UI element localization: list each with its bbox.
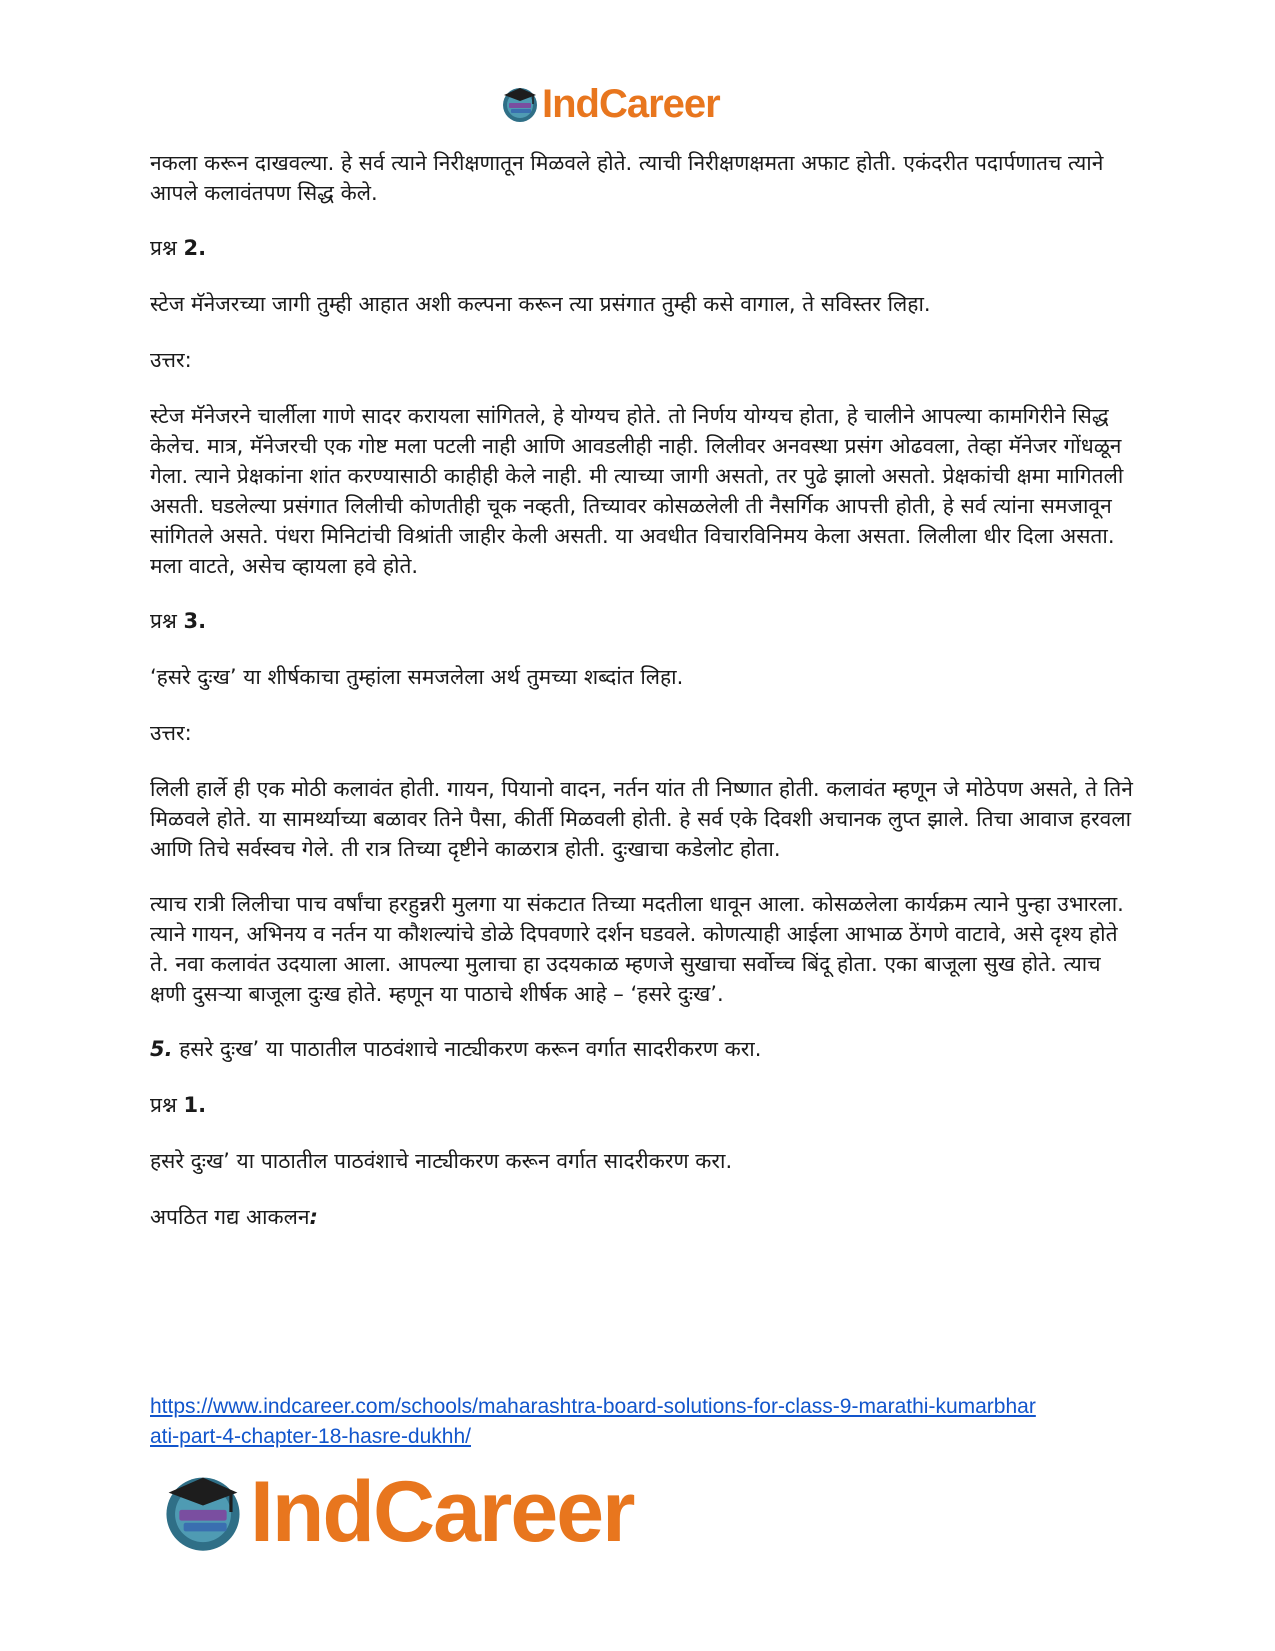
header-logo: [500, 78, 720, 130]
answer-label: उत्तर:: [150, 721, 192, 745]
answer-3-paragraph-1: लिली हार्ले ही एक मोठी कलावंत होती. गायन, पियानो वादन, नर्तन यांत ती निष्णात होती. कलावंत म्हणून जे मोठेपण असते, ते तिने मिळवले होते. या सामर्थ्याच्या बळावर तिने पैसा, कीर्ती मिळवली होती. हे सर्व एके दिवशी अचानक लुप्त झाले. तिचा आवाज हरवला आणि तिचे सर्वस्वच गेले. ती रात्र तिच्या दृष्टीने काळरात्र होती. दुःखाचा कडेलोट होता.: [150, 777, 1133, 861]
paragraph-intro: नकला करून दाखवल्या. हे सर्व त्याने निरीक्षणातून मिळवले होते. त्याची निरीक्षणक्षमता अफाट होती. एकंदरीत पदार्पणातच त्याने आपले कलावंतपण सिद्ध केले.: [150, 151, 1104, 205]
question-2-text: स्टेज मॅनेजरच्या जागी तुम्ही आहात अशी कल्पना करून त्या प्रसंगात तुम्ही कसे वागाल, ते सविस्तर लिहा.: [150, 292, 931, 316]
source-url-link[interactable]: https://www.indcareer.com/schools/maharashtra-board-solutions-for-class-9-marathi-kumarbhar ati-part-4-chapter-18-hasre-dukhh/: [150, 1395, 1036, 1448]
article-body: [150, 148, 1140, 1258]
unseen-passage-heading: अपठित गद्य आकलन:: [150, 1205, 318, 1229]
answer-2-text: स्टेज मॅनेजरने चार्लीला गाणे सादर करायला सांगितले, हे योग्यच होते. तो निर्णय योग्यच होता, हे चालीने आपल्या कामगिरीने सिद्ध केलेच. मात्र, मॅनेजरची एक गोष्ट मला पटली नाही आणि आवडलीही नाही. लिलीवर अनवस्था प्रसंग ओढवला, तेव्हा मॅनेजर गोंधळून गेला. त्याने प्रेक्षकांना शांत करण्यासाठी काहीही केले नाही. मी त्याच्या जागी असतो, तर पुढे झालो असतो. प्रेक्षकांची क्षमा मागितली असती. घडलेल्या प्रसंगात लिलीची कोणतीही चूक नव्हती, तिच्यावर कोसळलेली ती नैसर्गिक आपत्ती होती, हे सर्व त्यांना समजावून सांगितले असते. पंधरा मिनिटांची विश्रांती जाहीर केली असती. या अवधीत विचारविनिमय केला असता. लिलीला धीर दिला असता. मला वाटते, असेच व्हायला हवे होते.: [150, 404, 1124, 578]
question-1-text: हसरे दुःख’ या पाठातील पाठवंशाचे नाट्यीकरण करून वर्गात सादरीकरण करा.: [150, 1149, 733, 1173]
question-2-heading: प्रश्न 2.: [150, 236, 207, 260]
question-1-heading: प्रश्न 1.: [150, 1093, 207, 1117]
graduation-cap-icon: [500, 84, 540, 124]
source-link-block: [150, 1392, 1140, 1452]
header-logo-text: IndCareer: [542, 81, 720, 126]
question-3-heading: प्रश्न 3.: [150, 609, 207, 633]
answer-3-paragraph-2: त्याच रात्री लिलीचा पाच वर्षांचा हरहुन्नरी मुलगा या संकटात तिच्या मदतीला धावून आला. कोसळलेला कार्यक्रम त्याने पुन्हा उभारला. त्याने गायन, अभिनय व नर्तन या कौशल्यांचे डोळे दिपवणारे दर्शन घडवले. कोणत्याही आईला आभाळ ठेंगणे वाटावे, असे दृश्य होते ते. नवा कलावंत उदयाला आला. आपल्या मुलाचा हा उदयकाळ म्हणजे सुखाचा सर्वोच्च बिंदू होता. एका बाजूला सुख होते. त्याच क्षणी दुसऱ्या बाजूला दुःख होते. म्हणून या पाठाचे शीर्षक आहे – ‘हसरे दुःख’.: [150, 892, 1124, 1006]
footer-logo: [160, 1462, 634, 1562]
section-5-heading: 5. हसरे दुःख’ या पाठातील पाठवंशाचे नाट्यीकरण करून वर्गात सादरीकरण करा.: [150, 1037, 762, 1061]
question-3-text: ‘हसरे दुःख’ या शीर्षकाचा तुम्हांला समजलेला अर्थ तुमच्या शब्दांत लिहा.: [150, 665, 684, 689]
graduation-cap-icon: [160, 1469, 246, 1555]
footer-logo-text: IndCareer: [250, 1463, 634, 1560]
answer-label: उत्तर:: [150, 348, 192, 372]
